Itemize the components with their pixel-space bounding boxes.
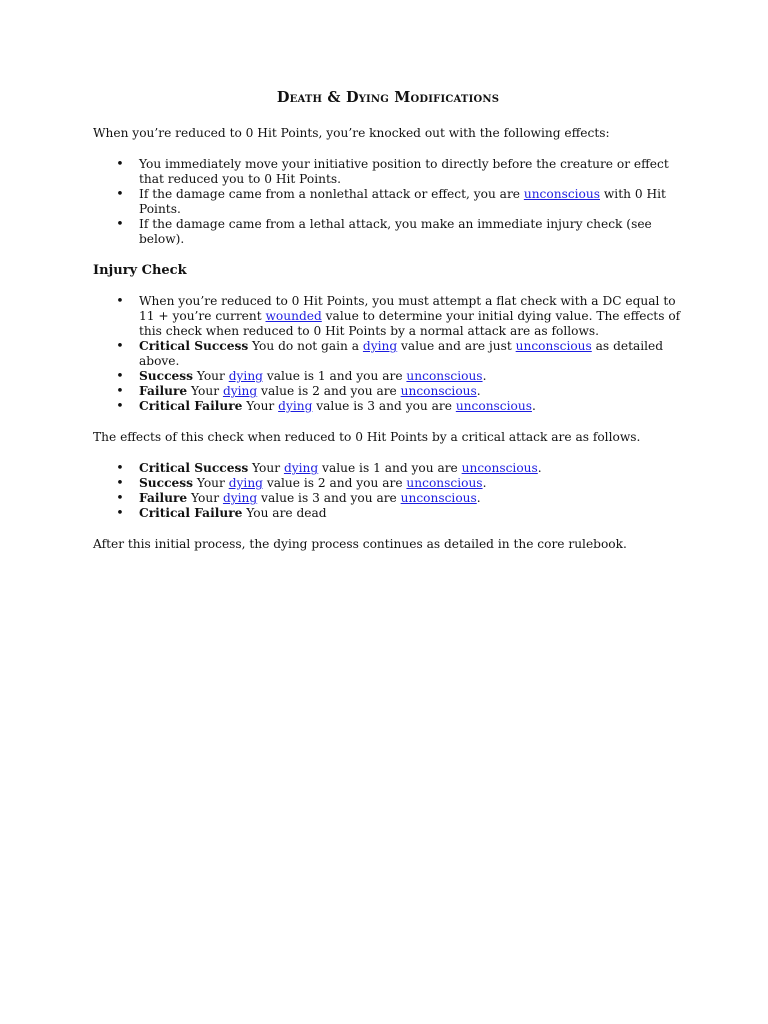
outcome-label: Critical Failure xyxy=(139,399,243,413)
bullet-icon xyxy=(115,476,125,491)
bullet-icon xyxy=(115,187,125,202)
unconscious-link[interactable]: unconscious xyxy=(406,476,483,490)
outcome-label: Critical Success xyxy=(139,461,249,475)
dying-link[interactable]: dying xyxy=(228,476,263,490)
bullet-icon xyxy=(115,217,125,232)
closing-paragraph: After this initial process, the dying process continues as detailed in the core rulebook. xyxy=(93,537,627,551)
dying-link[interactable]: dying xyxy=(283,461,319,475)
dying-link[interactable]: dying xyxy=(362,339,398,353)
outcome-label: Success xyxy=(139,476,193,490)
list-item: • Critical Failure Your dying value is 3 and you are unconscious. xyxy=(93,399,683,414)
bullet-icon xyxy=(115,294,125,309)
list-item: • If the damage came from a nonlethal attack or effect, you are unconscious with 0 Hit Points. xyxy=(93,187,683,217)
bullet-icon xyxy=(115,399,125,414)
list-item: • Failure Your dying value is 3 and you are unconscious. xyxy=(93,491,683,506)
bullet-icon xyxy=(115,369,125,384)
dying-link[interactable]: dying xyxy=(222,491,258,505)
critical-attack-paragraph: The effects of this check when reduced to 0 Hit Points by a critical attack are as follows. xyxy=(93,430,641,444)
outcome-label: Success xyxy=(139,369,193,383)
page-title: Death & Dying Modifications xyxy=(276,89,500,106)
dying-link[interactable]: dying xyxy=(222,384,258,398)
unconscious-link[interactable]: unconscious xyxy=(406,369,483,383)
list-item: • Critical Success You do not gain a dying value and are just unconscious as detailed above. xyxy=(93,339,683,369)
bullet-icon xyxy=(115,339,125,354)
outcome-label: Failure xyxy=(139,384,188,398)
list-item: • Critical Success Your dying value is 1 and you are unconscious. xyxy=(93,461,683,476)
list-item: • Critical Failure You are dead xyxy=(93,506,683,521)
bullet-icon xyxy=(115,384,125,399)
section-heading-injury-check: Injury Check xyxy=(93,263,187,278)
list-item: • Failure Your dying value is 2 and you are unconscious. xyxy=(93,384,683,399)
list-item: • You immediately move your initiative position to directly before the creature or effect that reduced you to 0 Hit Points. xyxy=(93,157,683,187)
bullet-icon xyxy=(115,157,125,172)
bullet-icon xyxy=(115,461,125,476)
bullet-icon xyxy=(115,491,125,506)
unconscious-link[interactable]: unconscious xyxy=(461,461,538,475)
unconscious-link[interactable]: unconscious xyxy=(515,339,592,353)
outcome-label: Critical Success xyxy=(139,339,249,353)
bullet-icon xyxy=(115,506,125,521)
injury-check-list xyxy=(93,294,683,414)
intro-paragraph: When you’re reduced to 0 Hit Points, you’re knocked out with the following effects: xyxy=(93,126,610,140)
document-page xyxy=(93,88,683,568)
dying-link[interactable]: dying xyxy=(228,369,263,383)
list-item: • Success Your dying value is 1 and you are unconscious. xyxy=(93,369,683,384)
effects-list xyxy=(93,157,683,247)
unconscious-link[interactable]: unconscious xyxy=(455,399,532,413)
wounded-link[interactable]: wounded xyxy=(265,309,322,323)
dying-link[interactable]: dying xyxy=(278,399,313,413)
list-item: • If the damage came from a lethal attack, you make an immediate injury check (see below). xyxy=(93,217,683,247)
critical-attack-list xyxy=(93,461,683,521)
list-item: • When you’re reduced to 0 Hit Points, you must attempt a flat check with a DC equal to 11 + you’re current wounded value to determine your initial dying value. The effects of this check when reduced to 0 Hit Points by a normal attack are as follows. xyxy=(93,294,683,339)
unconscious-link[interactable]: unconscious xyxy=(400,491,477,505)
outcome-label: Failure xyxy=(139,491,188,505)
outcome-label: Critical Failure xyxy=(139,506,243,520)
unconscious-link[interactable]: unconscious xyxy=(523,187,600,201)
list-item: • Success Your dying value is 2 and you are unconscious. xyxy=(93,476,683,491)
unconscious-link[interactable]: unconscious xyxy=(400,384,477,398)
